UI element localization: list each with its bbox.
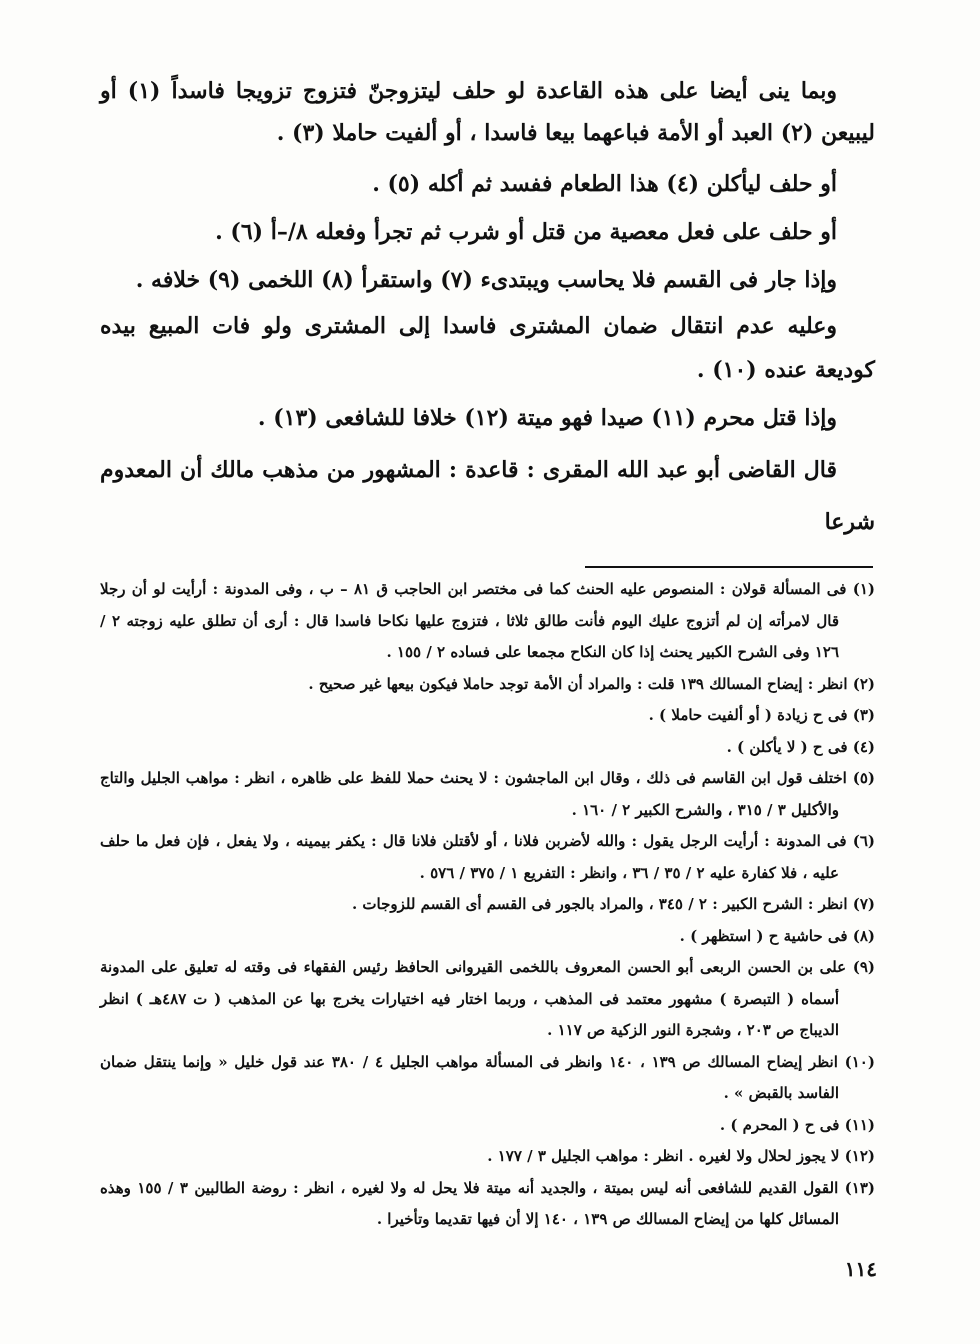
main-paragraph-5: وعليه عدم انتقال ضمان المشترى فاسدا إلى المشترى ولو فات المبيع بيده كوديعة عنده (١٠) . <box>100 313 875 383</box>
footnote-9: (٩) على بن الحسن الربعى أبو الحسن المعروف باللخمى القيروانى الحافظ رئيس الفقهاء فى وقته له تعليق على المدونة أسماه ( التبصرة ) مشهور معتمد فى المذهب ، وربما اختار فيه اختيارات يخرج بها عن المذهب ( ت ٤٨٧هـ ) انظر الديباج ص ٢٠٣ ، وشجرة النور الزكية ص ١١٧ . <box>100 958 875 1039</box>
main-paragraph-7: قال القاضى أبو عبد الله المقرى : قاعدة : المشهور من مذهب مالك أن المعدوم شرعا <box>100 457 875 535</box>
footnote-12: (١٢) لا يجوز لحلال ولا لغيره . انظر : مواهب الجليل ٣ / ١٧٧ . <box>487 1147 875 1165</box>
footnotes <box>100 574 875 1236</box>
footnote-5: (٥) اختلف قول ابن القاسم فى ذلك ، وقال ابن الماجشون : لا يحنث حملا للفظ على ظاهره ، انظر : مواهب الجليل والتاج والأكليل ٣ / ٣١٥ ، والشرح الكبير ٢ / ١٦٠ . <box>100 769 875 819</box>
main-paragraph-4: وإذا جار فى القسم فلا يحاسب ويبتدىء (٧) واستقرأ (٨) اللخمى (٩) خلافه . <box>135 267 837 293</box>
footnote-separator <box>585 566 873 568</box>
footnote-3: (٣) فى ح زيادة ( أو ألفيت حاملا ) . <box>648 706 875 724</box>
page-number: ١١٤ <box>844 1257 877 1281</box>
footnote-11: (١١) فى ح ( المحرم ) . <box>719 1115 875 1134</box>
footnote-6: (٦) فى المدونة : أرأيت الرجل يقول : والله لأضربن فلانا ، أو لأقتلن فلانا قال : يكفر بيمينه ، ولا يفعل ، فإن فعل ما حلف عليه ، فلا كفارة عليه ٢ / ٣٥ / ٣٦ ، وانظر : التفريع ١ / ٣٧٥ / ٥٧٦ . <box>100 832 875 882</box>
footnote-8: (٨) فى حاشية ح ( استظهر ) . <box>679 926 875 945</box>
footnote-10: (١٠) انظر إيضاح المسالك ص ١٣٩ ، ١٤٠ وانظر فى المسألة مواهب الجليل ٤ / ٣٨٠ عند قول خليل « وإنما ينتقل ضمان الفاسد بالقبض » . <box>100 1052 875 1102</box>
footnote-4: (٤) فى ح ( لا يأكلن ) . <box>726 737 875 756</box>
footnote-2: (٢) انظر : إيضاح المسالك ١٣٩ قلت : والمراد أن الأمة توجد حاملا فيكون بيعها غير صحيح . <box>308 674 875 693</box>
footnote-7: (٧) انظر : الشرح الكبير : ٢ / ٣٤٥ ، والمراد بالجور فى القسم أى القسم للزوجات . <box>351 895 875 913</box>
main-paragraph-3: أو حلف على فعل معصية من قتل أو شرب ثم تجرأ وفعله ٨/–أ (٦) . <box>215 219 837 245</box>
main-paragraph-1: وبما ينى أيضا على هذه القاعدة لو حلف ليتزوجنّ فتزوج تزويجا فاسداً (١) أو ليبيعن (٢) العبد أو الأمة فباعهما بيعا فاسدا ، أو ألفيت حاملا (٣) . <box>100 78 875 146</box>
main-text <box>100 70 875 548</box>
main-paragraph-6: وإذا قتل محرم (١١) صيدا فهو ميتة (١٢) خلافا للشافعى (١٣) . <box>257 405 837 431</box>
footnote-1: (١) فى المسألة قولان : المنصوص عليه الحنث كما فى مختصر ابن الحاجب ق ٨١ – ب ، وفى المدونة : أرأيت لو أن رجلا قال لامرأته إن لم أتزوج عليك اليوم فأنت طالق ثلاثا ، فتزوج عليها نكاحا فاسدا قال : أرى أن تطلق عليه زوجته ٢ / ١٢٦ وفى الشرح الكبير يحنث إذا كان النكاح مجمعا على فساده ٢ / ١٥٥ . <box>100 580 875 661</box>
footnote-13: (١٣) القول القديم للشافعى أنه ليس بميتة ، والجديد أنه ميتة فلا يحل له ولا لغيره ، انظر : روضة الطالبين ٣ / ١٥٥ وهذه المسائل كلها من إيضاح المسالك ص ١٣٩ ، ١٤٠ إلا أن فيها تقديما وتأخيرا . <box>100 1178 876 1228</box>
main-paragraph-2: أو حلف ليأكلن (٤) هذا الطعام ففسد ثم أكله (٥) . <box>372 171 837 197</box>
